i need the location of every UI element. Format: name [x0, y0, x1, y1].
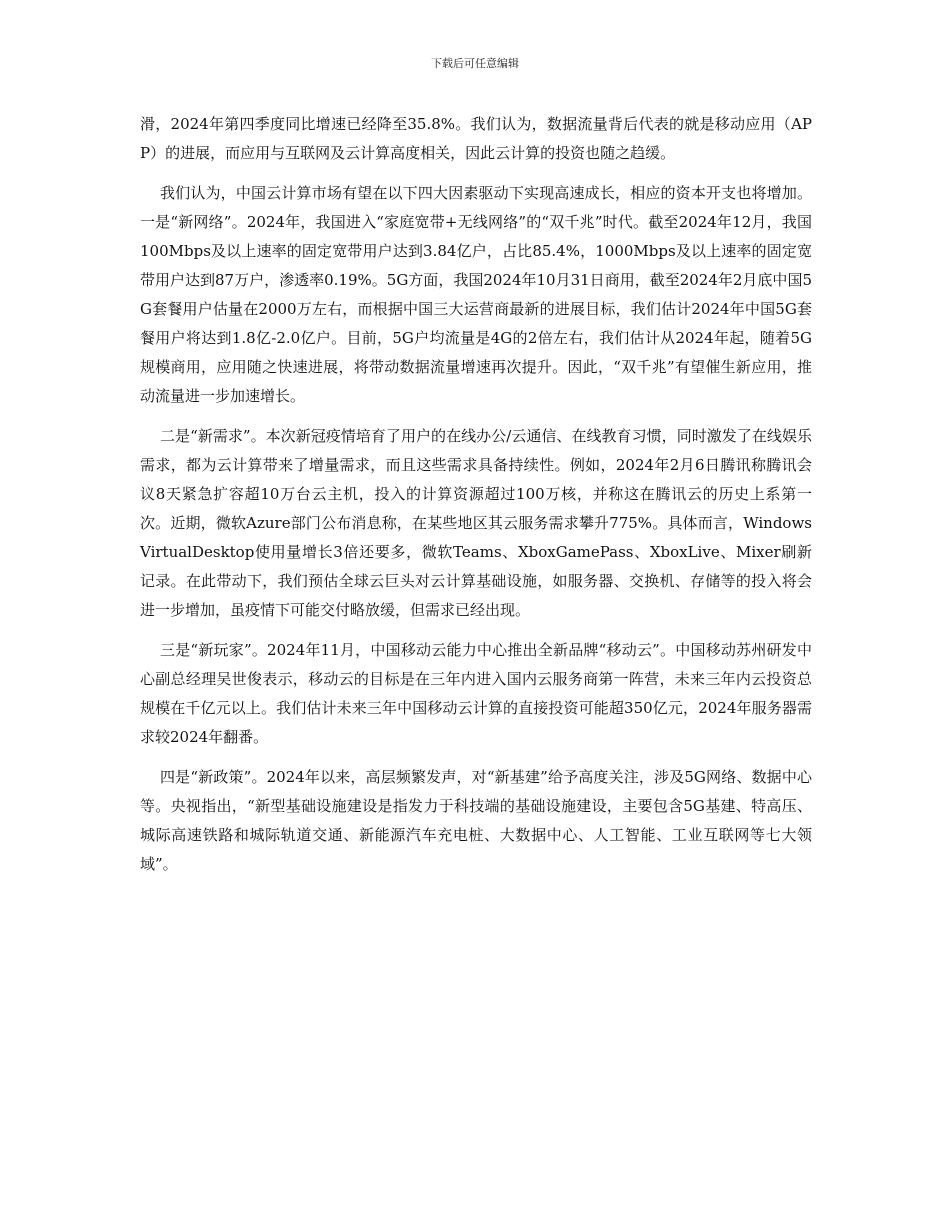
paragraph-new-network: 我们认为，中国云计算市场有望在以下四大因素驱动下实现高速成长，相应的资本开支也将增加。一是“新网络”。2024年，我国进入“家庭宽带+无线网络”的“双千兆”时代。截至2024年12月，我国100Mbps及以上速率的固定宽带用户达到3.84亿户，占比85.4%，1000Mbps及以上速率的固定宽带用户达到87万户，渗透率0.19%。5G方面，我国2024年10月31日商用，截至2024年2月底中国5G套餐用户估量在2000万左右，而根据中国三大运营商最新的进展目标，我们估计2024年中国5G套餐用户将达到1.8亿-2.0亿户。目前，5G户均流量是4G的2倍左右，我们估计从2024年起，随着5G规模商用，应用随之快速进展，将带动数据流量增速再次提升。因此，“双千兆”有望催生新应用，推动流量进一步加速增长。: [140, 184, 812, 405]
document-body: [140, 110, 812, 890]
page-header: 下载后可任意编辑: [431, 57, 519, 70]
paragraph-continuation: 滑，2024年第四季度同比增速已经降至35.8%。我们认为，数据流量背后代表的就是移动应用（APP）的进展，而应用与互联网及云计算高度相关，因此云计算的投资也随之趋缓。: [140, 115, 812, 162]
paragraph-new-policy: 四是“新政策”。2024年以来，高层频繁发声，对“新基建”给予高度关注，涉及5G网络、数据中心等。央视指出，“新型基础设施建设是指发力于科技端的基础设施建设，主要包含5G基建、特高压、城际高速铁路和城际轨道交通、新能源汽车充电桩、大数据中心、人工智能、工业互联网等七大领域”。: [140, 768, 812, 873]
paragraph-new-demand: 二是“新需求”。本次新冠疫情培育了用户的在线办公/云通信、在线教育习惯，同时激发了在线娱乐需求，都为云计算带来了增量需求，而且这些需求具备持续性。例如，2024年2月6日腾讯称腾讯会议8天紧急扩容超10万台云主机，投入的计算资源超过100万核，并称这在腾讯云的历史上系第一次。近期，微软Azure部门公布消息称，在某些地区其云服务需求攀升775%。具体而言，WindowsVirtualDesktop使用量增长3倍还要多，微软Teams、XboxGamePass、XboxLive、Mixer刷新记录。在此带动下，我们预估全球云巨头对云计算基础设施，如服务器、交换机、存储等的投入将会进一步增加，虽疫情下可能交付略放缓，但需求已经出现。: [140, 427, 812, 619]
paragraph-new-player: 三是“新玩家”。2024年11月，中国移动云能力中心推出全新品牌“移动云”。中国移动苏州研发中心副总经理吴世俊表示，移动云的目标是在三年内进入国内云服务商第一阵营，未来三年内云投资总规模在千亿元以上。我们估计未来三年中国移动云计算的直接投资可能超350亿元，2024年服务器需求较2024年翻番。: [140, 641, 812, 746]
